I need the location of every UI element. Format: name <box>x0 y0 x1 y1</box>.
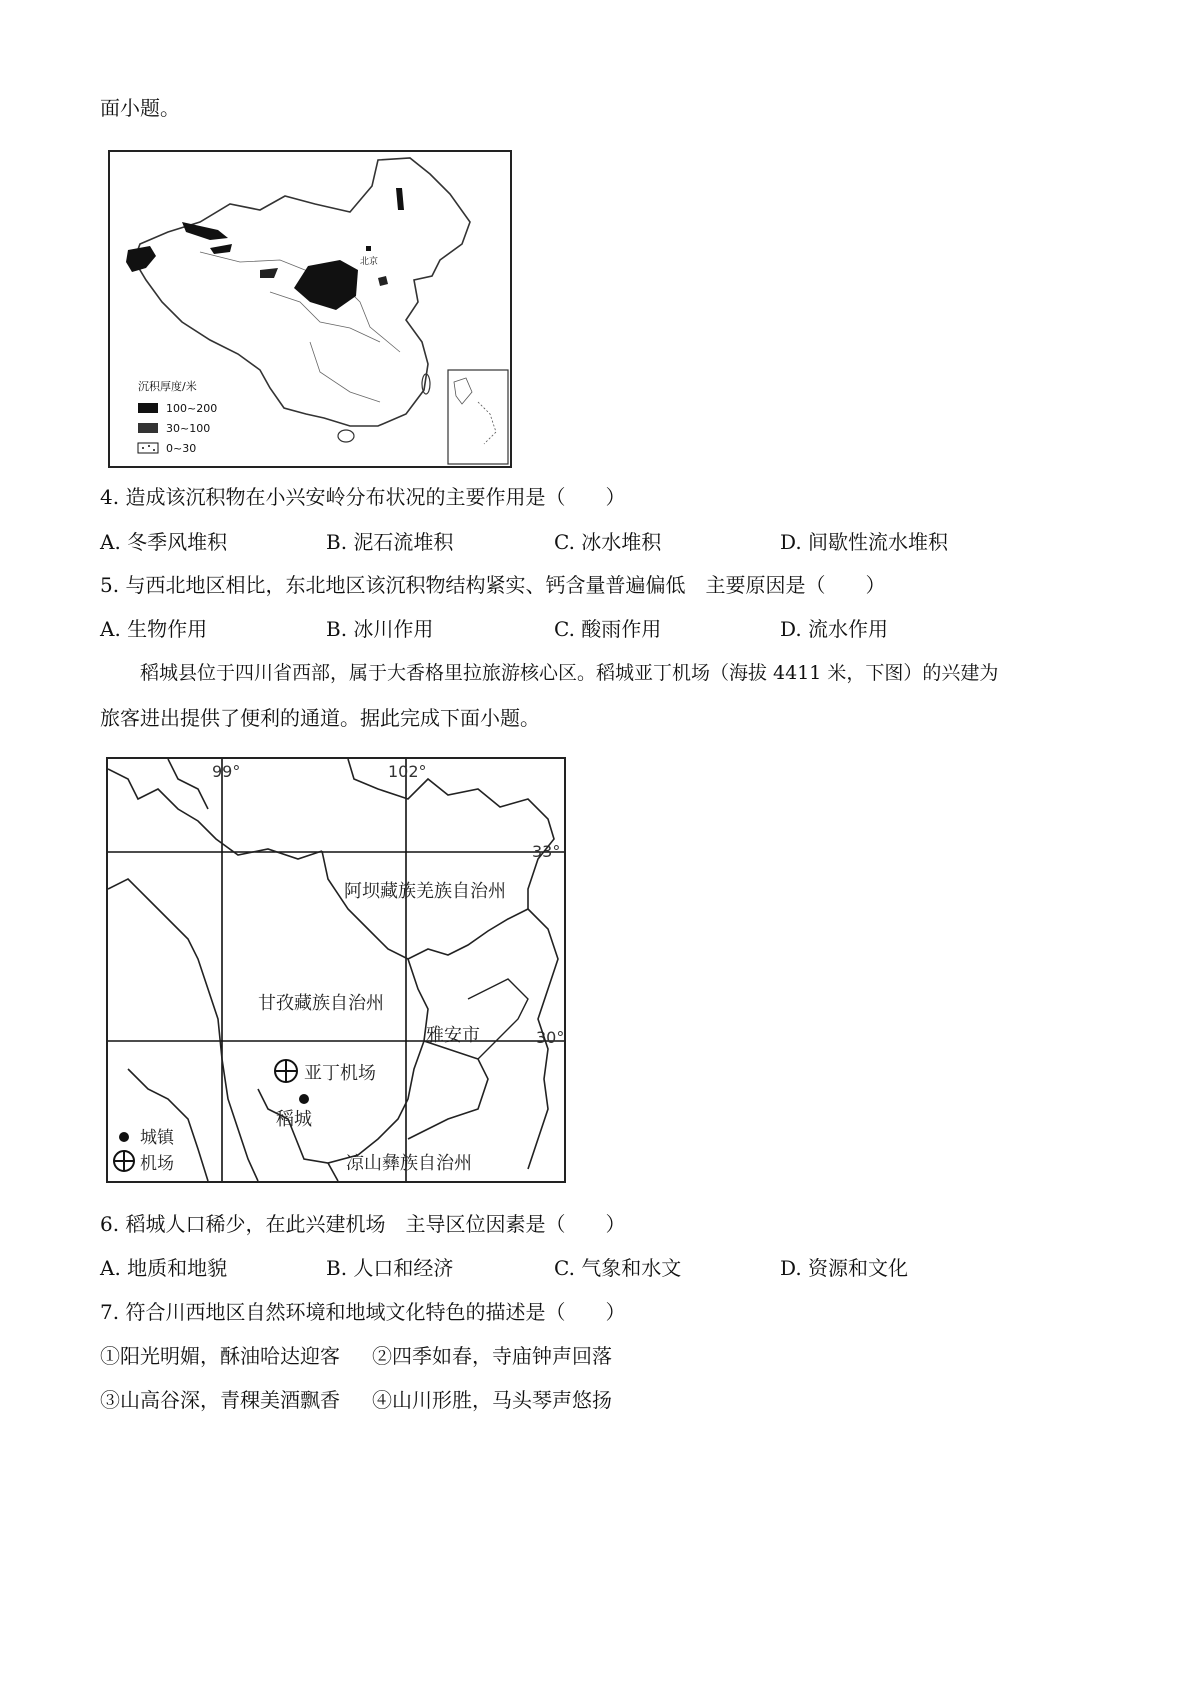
hainan-island <box>338 430 354 442</box>
boundary-south <box>328 1163 338 1181</box>
deposit-patch-loess-plateau <box>294 260 358 310</box>
lat-30-label: 30° <box>536 1028 564 1047</box>
q5-option-c[interactable]: C. 酸雨作用 <box>554 617 662 641</box>
lat-33-label: 33° <box>532 842 561 861</box>
q7-stem: 7. 符合川西地区自然环境和地域文化特色的描述是（ ） <box>100 1300 626 1324</box>
legend-swatch-100-200 <box>138 403 158 413</box>
daocheng-town-dot <box>299 1094 309 1104</box>
deposit-patch-xinjiang-west <box>126 246 156 272</box>
q6-option-d[interactable]: D. 资源和文化 <box>780 1256 909 1280</box>
deposit-patch-tianshan <box>182 222 228 240</box>
deposit-patch-small-3 <box>378 276 388 286</box>
legend-town-label: 城镇 <box>140 1128 174 1148</box>
q6-option-a[interactable]: A. 地质和地貌 <box>100 1256 228 1280</box>
boundary-yaan <box>408 1041 488 1139</box>
q7-statement-4: ④山川形胜，马头琴声悠扬 <box>372 1388 612 1412</box>
deposit-patch-small-1 <box>210 244 232 254</box>
q5-option-b[interactable]: B. 冰川作用 <box>326 617 434 641</box>
q4-option-c[interactable]: C. 冰水堆积 <box>554 530 662 554</box>
q7-statement-2: ②四季如春，寺庙钟声回落 <box>372 1344 612 1368</box>
sichuan-map-svg <box>108 759 564 1181</box>
q5-option-a[interactable]: A. 生物作用 <box>100 617 208 641</box>
yaan-label: 雅安市 <box>426 1025 480 1046</box>
legend-title: 沉积厚度/米 <box>138 380 197 393</box>
china-map-svg <box>110 152 510 466</box>
legend-airport-label: 机场 <box>140 1154 174 1174</box>
legend-label-100-200: 100~200 <box>166 402 218 415</box>
legend-label-30-100: 30~100 <box>166 422 211 435</box>
boundary-ganzi-west <box>108 879 258 1181</box>
boundary-top-left <box>168 759 208 809</box>
south-china-sea-inset <box>448 370 508 464</box>
legend-airport-icon <box>114 1151 134 1171</box>
deposit-patch-northeast <box>396 188 404 210</box>
beijing-marker <box>366 246 371 251</box>
q5-option-d[interactable]: D. 流水作用 <box>780 617 889 641</box>
daocheng-label: 稻城 <box>276 1109 312 1130</box>
lon-102-label: 102° <box>388 762 427 781</box>
q4-option-b[interactable]: B. 泥石流堆积 <box>326 530 454 554</box>
lon-99-label: 99° <box>212 762 241 781</box>
liangshan-label: 凉山彝族自治州 <box>346 1153 472 1174</box>
passage2-line1: 稻城县位于四川省西部，属于大香格里拉旅游核心区。稻城亚丁机场（海拔 4411 米，下图）的兴建为 <box>140 662 999 684</box>
legend-label-0-30: 0~30 <box>166 442 197 455</box>
legend-swatch-30-100 <box>138 423 158 433</box>
q6-option-b[interactable]: B. 人口和经济 <box>326 1256 454 1280</box>
boundary-northwest <box>108 769 322 859</box>
q6-option-c[interactable]: C. 气象和水文 <box>554 1256 682 1280</box>
q4-option-d[interactable]: D. 间歇性流水堆积 <box>780 530 949 554</box>
q7-statement-3: ③山高谷深，青稞美酒飘香 <box>100 1388 340 1412</box>
beijing-label: 北京 <box>360 257 379 267</box>
legend-swatch-0-30 <box>138 443 158 453</box>
legend-town-icon <box>119 1132 129 1142</box>
boundary-east-2 <box>468 979 528 1059</box>
q4-option-a[interactable]: A. 冬季风堆积 <box>100 530 228 554</box>
sichuan-map <box>106 757 566 1183</box>
china-deposit-map <box>108 150 512 468</box>
passage2-line2: 旅客进出提供了便利的通道。据此完成下面小题。 <box>100 706 540 730</box>
airport-icon <box>275 1060 297 1082</box>
q7-statement-1: ①阳光明媚，酥油哈达迎客 <box>100 1344 340 1368</box>
q6-stem: 6. 稻城人口稀少，在此兴建机场 主导区位因素是（ ） <box>100 1212 626 1236</box>
airport-label: 亚丁机场 <box>304 1063 376 1084</box>
aba-label: 阿坝藏族羌族自治州 <box>344 881 506 902</box>
deposit-patch-small-2 <box>260 268 278 278</box>
intro-tail-text: 面小题。 <box>100 96 180 120</box>
ganzi-label: 甘孜藏族自治州 <box>258 993 384 1014</box>
boundary-north <box>322 851 528 959</box>
q5-stem: 5. 与西北地区相比，东北地区该沉积物结构紧实、钙含量普遍偏低 主要原因是（ ） <box>100 573 886 597</box>
q4-stem: 4. 造成该沉积物在小兴安岭分布状况的主要作用是（ ） <box>100 485 626 509</box>
